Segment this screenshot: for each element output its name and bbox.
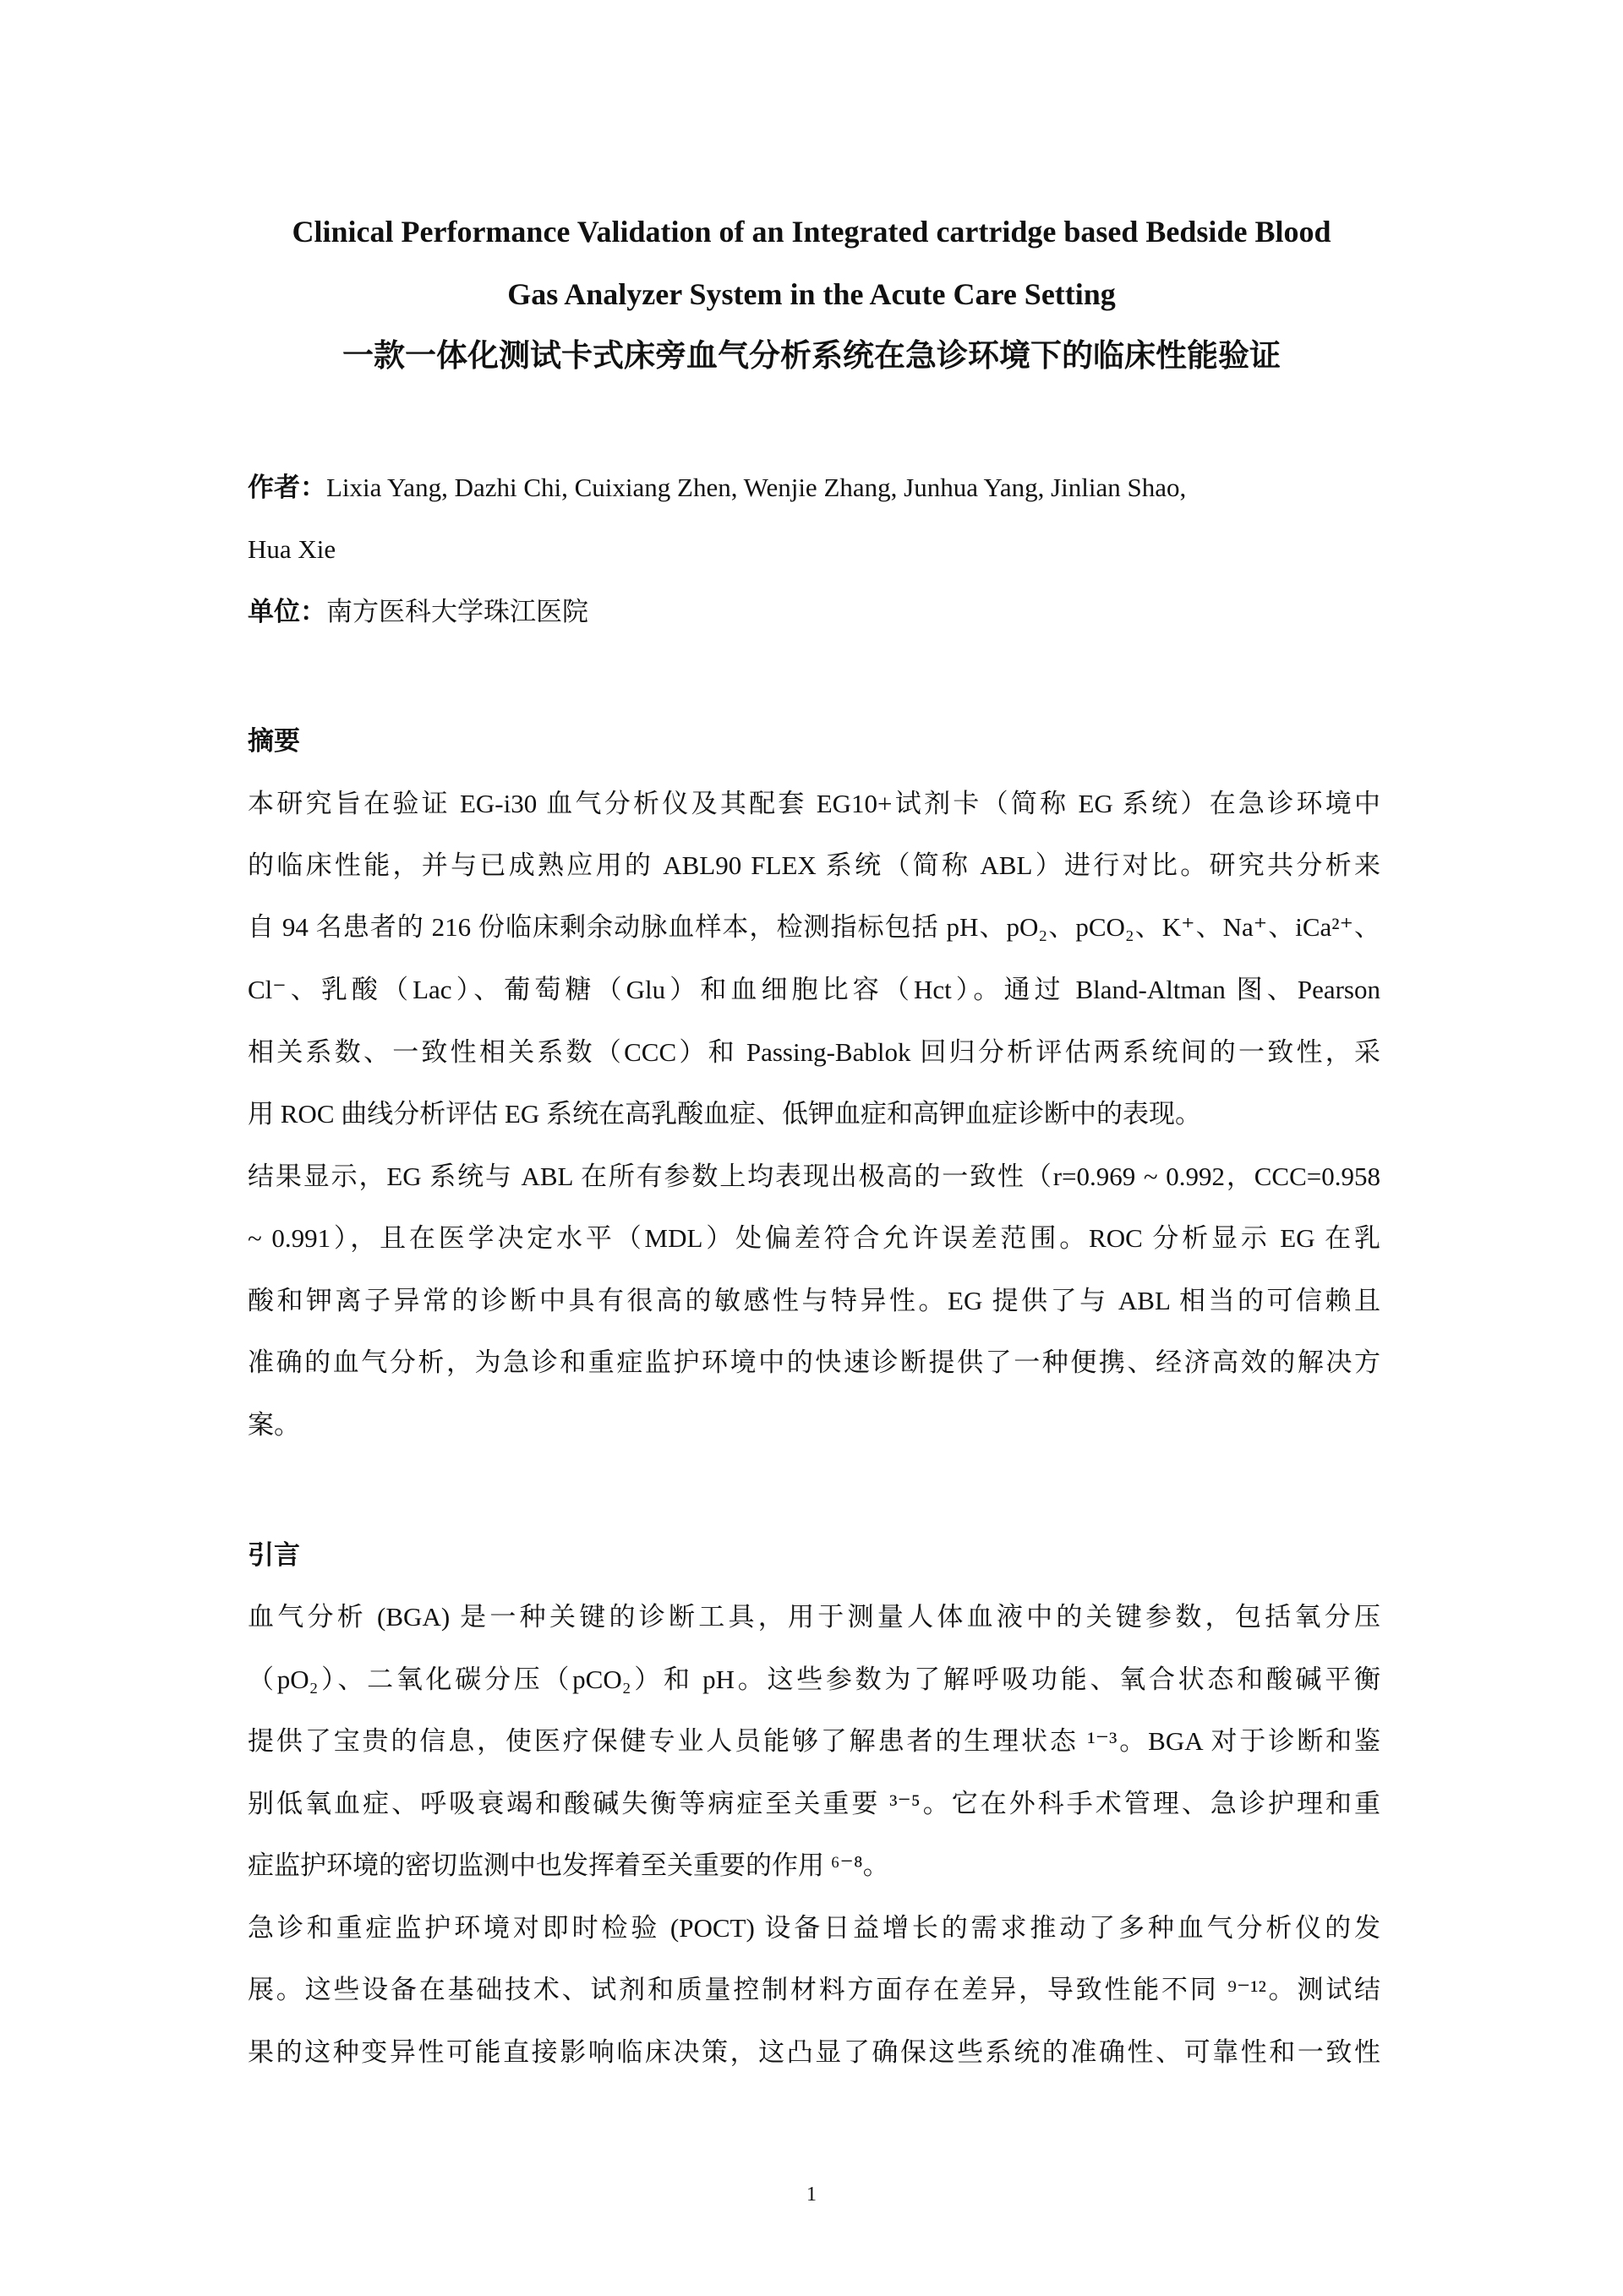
abstract-line: 准确的血气分析，为急诊和重症监护环境中的快速诊断提供了一种便携、经济高效的解决方 [248, 1348, 1380, 1377]
introduction-line: 提供了宝贵的信息，使医疗保健专业人员能够了解患者的生理状态 ¹⁻³。BGA 对于诊断和鉴 [248, 1726, 1380, 1756]
abstract-line: 相关系数、一致性相关系数（CCC）和 Passing-Bablok 回归分析评估两系统间的一致性，采 [248, 1037, 1380, 1067]
abstract-line: 用 ROC 曲线分析评估 EG 系统在高乳酸血症、低钾血症和高钾血症诊断中的表现。 [248, 1099, 1202, 1129]
introduction-line: （pO₂）、二氧化碳分压（pCO₂）和 pH。这些参数为了解呼吸功能、氧合状态和酸碱平衡 [248, 1665, 1380, 1694]
abstract-line: 本研究旨在验证 EG-i30 血气分析仪及其配套 EG10+试剂卡（简称 EG 系统）在急诊环境中 [248, 789, 1380, 818]
abstract-line: ~ 0.991），且在医学决定水平（MDL）处偏差符合允许误差范围。ROC 分析显示 EG 在乳 [248, 1223, 1380, 1253]
introduction-line: 展。这些设备在基础技术、试剂和质量控制材料方面存在差异，导致性能不同 ⁹⁻¹²。测试结 [248, 1975, 1380, 2004]
title-english-line-2: Gas Analyzer System in the Acute Care Setting [507, 277, 1116, 311]
introduction-heading: 引言 [248, 1540, 300, 1571]
abstract-line: 的临床性能，并与已成熟应用的 ABL90 FLEX 系统（简称 ABL）进行对比。研究共分析来 [248, 850, 1380, 880]
page-number: 1 [806, 2184, 817, 2206]
title-chinese: 一款一体化测试卡式床旁血气分析系统在急诊环境下的临床性能验证 [342, 337, 1281, 374]
affiliation-line [248, 595, 1380, 629]
authors-label: 作者： [248, 473, 326, 503]
abstract-line: 结果显示，EG 系统与 ABL 在所有参数上均表现出极高的一致性（r=0.969 ~ 0.992，CCC=0.958 [248, 1162, 1380, 1191]
authors-line-2: Hua Xie [248, 534, 336, 564]
abstract-heading: 摘要 [248, 726, 300, 757]
affiliation-text: 南方医科大学珠江医院 [326, 597, 588, 626]
introduction-line: 血气分析 (BGA) 是一种关键的诊断工具，用于测量人体血液中的关键参数，包括氧分压 [248, 1602, 1380, 1632]
abstract-line: Cl⁻、乳酸（Lac）、葡萄糖（Glu）和血细胞比容（Hct）。通过 Bland-Altman 图、Pearson [248, 975, 1380, 1004]
introduction-line: 症监护环境的密切监测中也发挥着至关重要的作用 ⁶⁻⁸。 [248, 1850, 889, 1880]
introduction-line: 别低氧血症、呼吸衰竭和酸碱失衡等病症至关重要 ³⁻⁵。它在外科手术管理、急诊护理和重 [248, 1789, 1380, 1818]
introduction-line: 急诊和重症监护环境对即时检验 (POCT) 设备日益增长的需求推动了多种血气分析仪的发 [248, 1913, 1380, 1943]
abstract-line: 自 94 名患者的 216 份临床剩余动脉血样本，检测指标包括 pH、pO₂、pCO₂、K⁺、Na⁺、iCa²⁺、 [248, 912, 1380, 942]
introduction-line: 果的这种变异性可能直接影响临床决策，这凸显了确保这些系统的准确性、可靠性和一致性 [248, 2037, 1380, 2067]
affiliation-label: 单位： [248, 597, 326, 627]
title-english-line-1: Clinical Performance Validation of an Integrated cartridge based Bedside Blood [292, 215, 1331, 249]
abstract-line: 案。 [248, 1410, 300, 1440]
abstract-line: 酸和钾离子异常的诊断中具有很高的敏感性与特异性。EG 提供了与 ABL 相当的可信赖且 [248, 1286, 1380, 1315]
authors-line-1 [248, 471, 1380, 505]
authors-names: Lixia Yang, Dazhi Chi, Cuixiang Zhen, Wenjie Zhang, Junhua Yang, Jinlian Shao, [326, 473, 1187, 502]
